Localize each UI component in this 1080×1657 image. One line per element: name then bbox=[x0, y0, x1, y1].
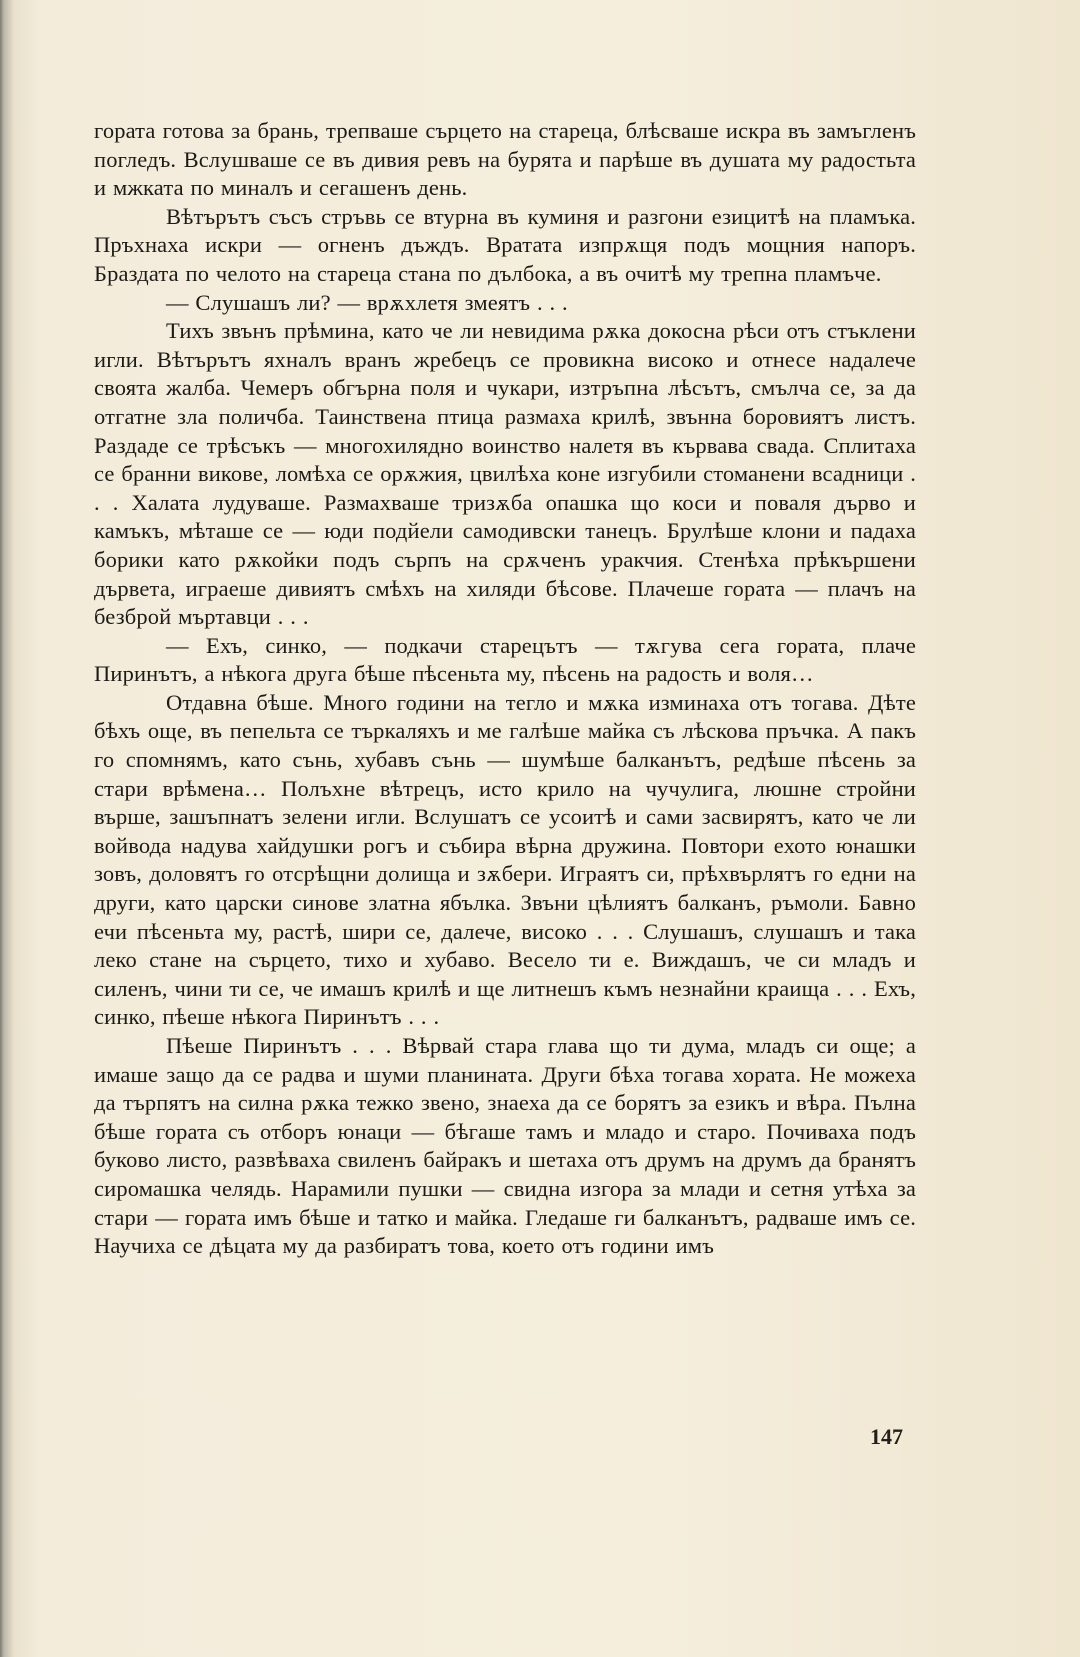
paragraph-4: Тихъ звънъ прѣмина, като че ли невидима рѫка докосна рѣси отъ стъклени игли. Вѣтърътъ яхналъ вранъ жребецъ се провикна високо и отнесе надалече своята жалба. Чемеръ обгърна поля и чукари, изтръпна лѣсътъ, смълча се, за да отгатне зла поличба. Таинствена птица размаха крилѣ, звънна боровиятъ листъ. Раздаде се трѣсъкъ — многохилядно воинство налетя въ кървава свада. Сплитаха се бранни викове, ломѣха се орѫжия, цвилѣха коне изгубили стоманени всадници . . . Халата лудуваше. Размахваше тризѫба опашка що коси и поваля дърво и камъкъ, мѣташе се — юди подйели самодивски танецъ. Брулѣше клони и падаха борики като рѫкойки подъ сърпъ на срѫченъ уракчия. Стенѣха прѣкършени дървета, играеше дивиятъ смѣхъ на хиляди бѣсове. Плачеше гората — плачъ на безброй мъртавци . . . bbox=[94, 318, 916, 630]
paragraph-5-dialogue: — Ехъ, синко, — подкачи старецътъ — тѫгува сега гората, плаче Пиринътъ, а нѣкога друга бѣше пѣсеньта му, пѣсень на радость и воля… bbox=[94, 632, 916, 687]
paragraph-2: Вѣтърътъ съсъ стръвь се втурна въ куминя и разгони езицитѣ на пламъка. Пръхнаха искри — огненъ дъждъ. Вратата изпрѫщя подъ мощния напоръ. Браздата по челото на стареца стана по дълбока, а въ очитѣ му трепна пламъче. bbox=[94, 203, 916, 286]
paragraph-7: Пѣеше Пиринътъ . . . Вѣрвай стара глава що ти дума, младъ си още; а имаше защо да се радва и шуми планината. Други бѣха тогава хората. Не можеха да търпятъ на силна рѫка тежко звено, знаеха да се борятъ за езикъ и вѣра. Пълна бѣше гората съ отборъ юнаци — бѣгаше тамъ и младо и старо. Почиваха подъ буково листо, развѣваха свиленъ байракъ и шетаха отъ друмъ на друмъ да бранятъ сиромашка челядь. Нарамили пушки — свидна изгора за млади и сетня утѣха за стари — гората имъ бѣше и татко и майка. Гледаше ги балканътъ, радваше имъ се. Научиха се дѣцата му да разбиратъ това, което отъ години имъ bbox=[94, 1033, 916, 1259]
page-number: 147 bbox=[870, 1424, 903, 1449]
paragraph-3-dialogue: — Слушашъ ли? — врѫхлетя змеятъ . . . bbox=[166, 289, 568, 315]
paragraph-6: Отдавна бѣше. Много години на тегло и мѫка изминаха отъ тогава. Дѣте бѣхъ още, въ пепельта се търкаляхъ и ме галѣше майка съ лѣскова пръчка. А пакъ го спомнямъ, като сънь, хубавъ сънь — шумѣше балканътъ, редѣше пѣсень за стари врѣмена… Полъхне вѣтрецъ, исто крило на чучулига, люшне стройни върше, зашъпнатъ зелени игли. Вслушатъ се усоитѣ и сами засвирятъ, като че ли войвода надува хайдушки рогъ и събира вѣрна дружина. Повтори ехото юнашки зовъ, доловятъ го отсрѣщни долища и зѫбери. Играятъ си, прѣхвърлятъ го едни на други, като царски синове златна ябълка. Звъни цѣлиятъ балканъ, ръмоли. Бавно ечи пѣсеньта му, растѣ, шири се, далече, високо . . . Слушашъ, слушашъ и така леко стане на сърцето, тихо и хубаво. Весело ти е. Виждашъ, че си младъ и силенъ, чини ти се, че имашъ крилѣ и ще литнешъ къмъ незнайни краища . . . Ехъ, синко, пѣеше нѣкога Пиринътъ . . . bbox=[94, 689, 916, 1030]
body-text bbox=[94, 117, 916, 1261]
paragraph-1: гората готова за брань, трепваше сърцето на стареца, блѣсваше искра въ замъгленъ погледъ. Вслушваше се въ дивия ревъ на бурята и парѣше въ душата му радостьта и мжката по миналъ и сегашенъ день. bbox=[94, 118, 916, 201]
